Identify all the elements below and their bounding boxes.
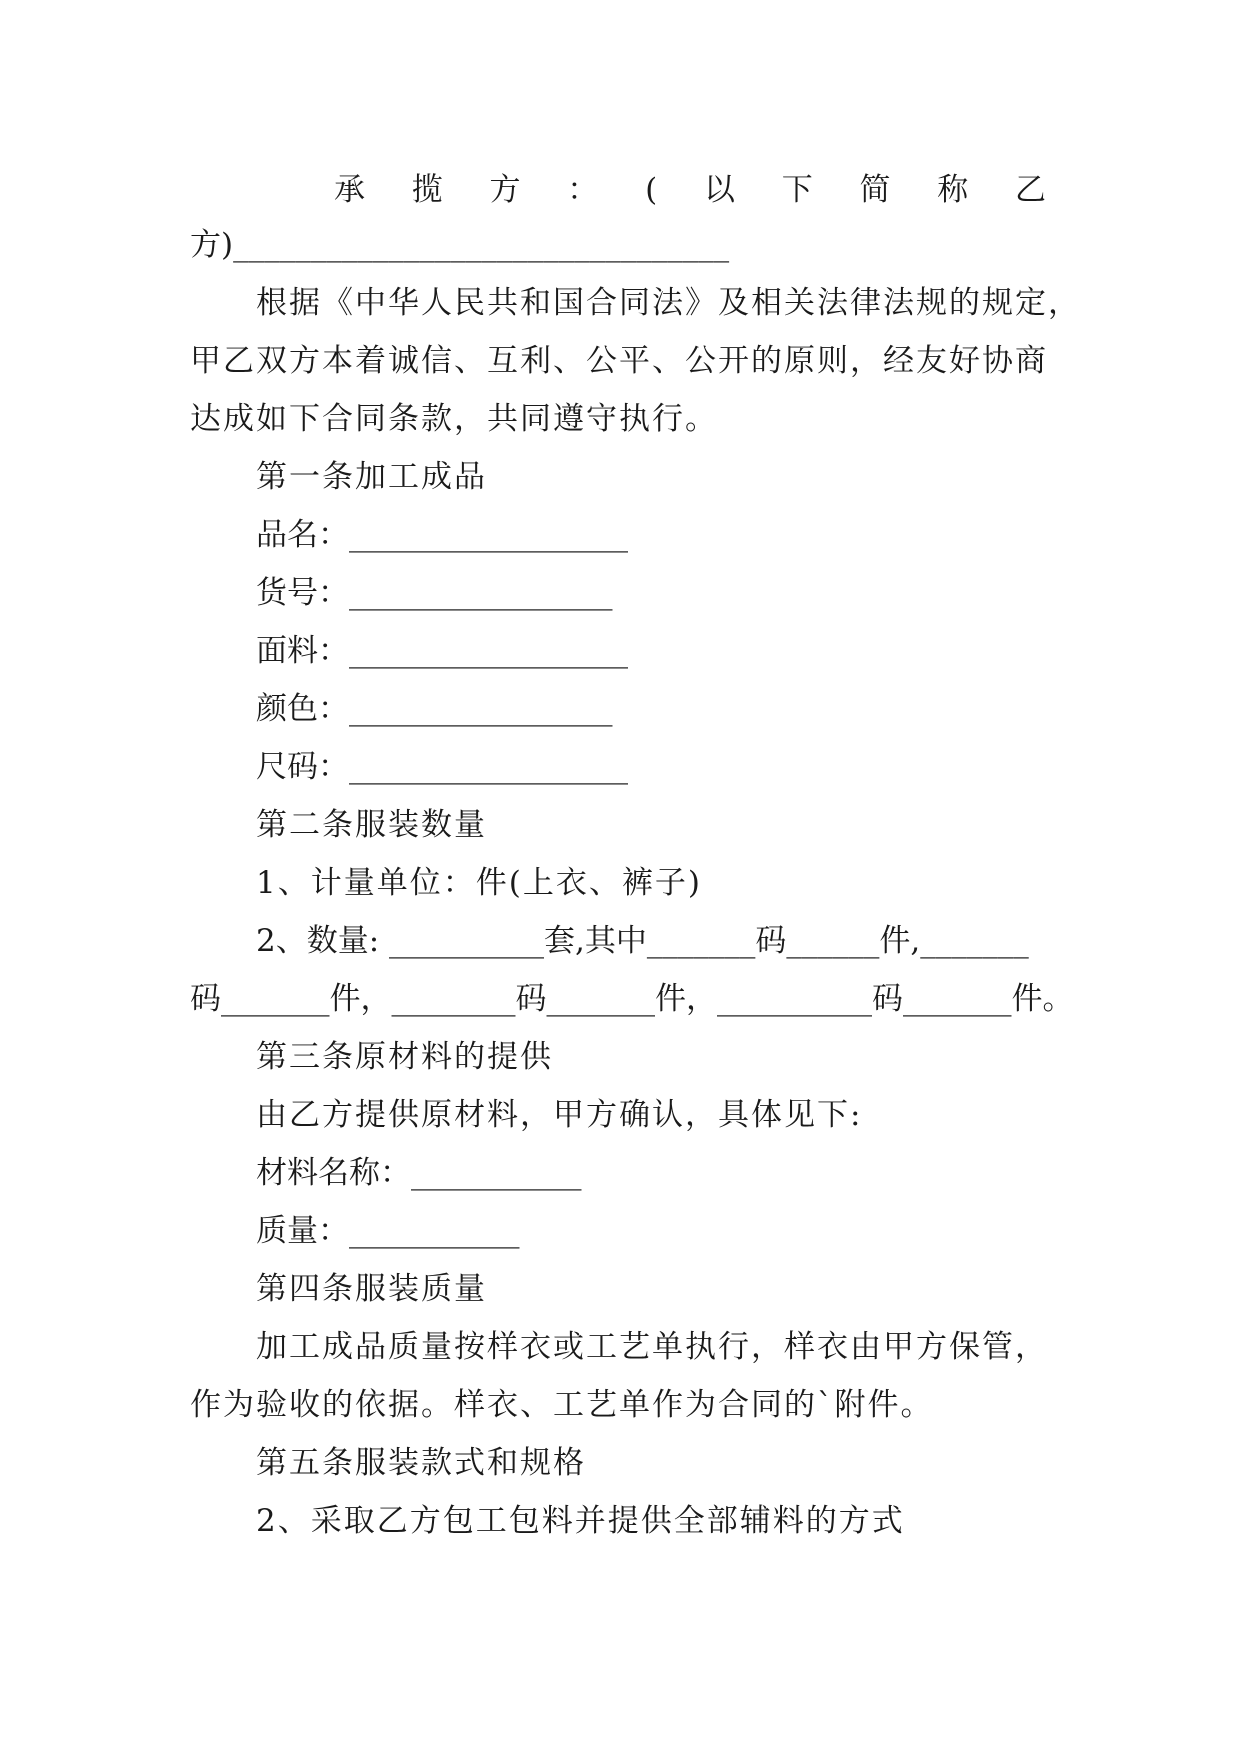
quantity-line-1: 2、数量: __________套,其中_______码______件,_______ — [256, 923, 1029, 959]
quality-line-1: 加工成品质量按样衣或工艺单执行，样衣由甲方保管， — [256, 1329, 1048, 1365]
article-4-title: 第四条服装质量 — [256, 1271, 487, 1307]
field-color: 颜色：_________________ — [256, 691, 613, 727]
contractor-line — [334, 170, 1046, 210]
contractor-char: 方 — [489, 172, 521, 208]
field-fabric: 面料：__________________ — [256, 633, 628, 669]
article-1-title: 第一条加工成品 — [256, 459, 487, 495]
field-item-number: 货号：_________________ — [256, 575, 613, 611]
intro-line-3: 达成如下合同条款，共同遵守执行。 — [190, 401, 718, 437]
field-product-name: 品名：__________________ — [256, 517, 628, 553]
article-2-title: 第二条服装数量 — [256, 807, 487, 843]
article-5-item-2: 2、采取乙方包工包料并提供全部辅料的方式 — [256, 1503, 905, 1539]
article-3-title: 第三条原材料的提供 — [256, 1039, 553, 1075]
unit-line: 1、计量单位：件(上衣、裤子) — [256, 865, 702, 901]
contractor-char: 简 — [859, 172, 891, 208]
contractor-char: 揽 — [411, 172, 443, 208]
field-quality: 质量：___________ — [256, 1213, 520, 1249]
quantity-line-2: 码_______件，________码_______件，__________码_______件。 — [190, 981, 1074, 1017]
contractor-char: ( — [645, 172, 658, 208]
field-size: 尺码：__________________ — [256, 749, 628, 785]
intro-line-2: 甲乙双方本着诚信、互利、公平、公开的原则，经友好协商 — [190, 343, 1048, 379]
article-5-title: 第五条服装款式和规格 — [256, 1445, 586, 1481]
contractor-char: 以 — [703, 172, 735, 208]
intro-line-1: 根据《中华人民共和国合同法》及相关法律法规的规定， — [256, 285, 1081, 321]
contractor-char: 乙 — [1015, 172, 1046, 208]
contractor-line-cont: 方)________________________________ — [190, 227, 730, 263]
field-material-name: 材料名称：___________ — [256, 1155, 582, 1191]
contractor-char: 承 — [334, 172, 365, 208]
contractor-char: ： — [567, 172, 599, 208]
contractor-char: 下 — [781, 172, 813, 208]
contractor-char: 称 — [937, 172, 969, 208]
quality-line-2: 作为验收的依据。样衣、工艺单作为合同的`附件。 — [190, 1387, 934, 1423]
material-desc: 由乙方提供原材料，甲方确认，具体见下: — [256, 1097, 863, 1133]
